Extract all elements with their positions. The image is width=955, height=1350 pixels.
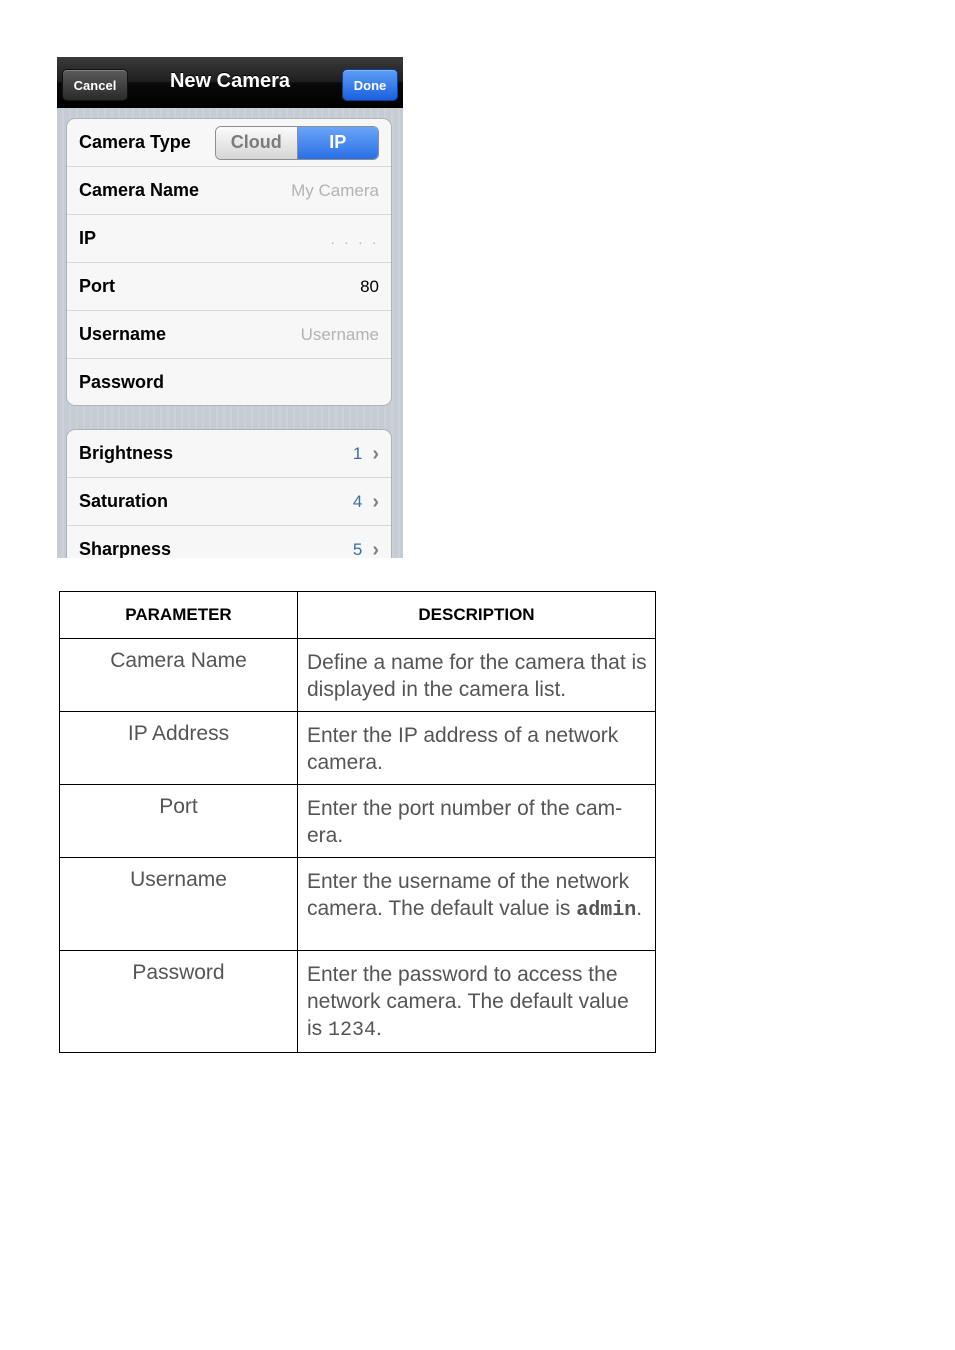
chevron-right-icon: › [372, 442, 379, 465]
camera-name-row[interactable] [67, 167, 391, 215]
parameter-cell: IP Address [60, 712, 298, 785]
brightness-row[interactable] [67, 430, 391, 478]
camera-type-label: Camera Type [79, 132, 191, 152]
table-row [60, 712, 656, 785]
done-button[interactable]: Done [342, 69, 398, 101]
camera-type-ip-option[interactable]: IP [298, 127, 379, 159]
image-settings-group [66, 429, 392, 558]
description-cell: Enter the IP address of a network camera. [298, 712, 656, 785]
cancel-button[interactable]: Cancel [62, 69, 128, 101]
table-row [60, 785, 656, 858]
description-text: Enter the password to access the network camera. The default value is [307, 963, 629, 1040]
sharpness-value: 5 [352, 539, 363, 558]
default-value-code: 1234 [328, 1019, 377, 1042]
camera-name-label: Camera Name [79, 180, 200, 200]
default-value-code: admin [576, 899, 637, 922]
camera-name-input[interactable]: My Camera [291, 180, 379, 200]
description-text: Enter the username of the network camera. The default value is [307, 870, 630, 920]
camera-settings-group [66, 118, 392, 406]
camera-type-row [67, 119, 391, 167]
parameter-cell: Camera Name [60, 639, 298, 712]
table-row [60, 951, 656, 1053]
description-cell: Enter the port number of the cam-era. [298, 785, 656, 858]
password-row[interactable] [67, 359, 391, 406]
saturation-value: 4 [352, 491, 363, 511]
new-camera-screen [57, 57, 403, 558]
table-row [60, 639, 656, 712]
username-input[interactable]: Username [300, 324, 379, 344]
navigation-bar [57, 57, 403, 108]
ip-input[interactable]: . . . . [330, 230, 379, 247]
parameter-cell: Password [60, 951, 298, 1053]
table-row [60, 858, 656, 951]
parameter-column-header: PARAMETER [60, 592, 298, 639]
ip-label: IP [79, 228, 97, 248]
sharpness-row[interactable] [67, 526, 391, 558]
description-cell: Define a name for the camera that is displayed in the camera list. [298, 639, 656, 712]
port-label: Port [79, 276, 115, 296]
brightness-value: 1 [352, 443, 363, 463]
port-row[interactable] [67, 263, 391, 311]
table-header-row [60, 592, 656, 639]
description-cell [298, 951, 656, 1053]
ip-row[interactable] [67, 215, 391, 263]
port-input[interactable]: 80 [360, 276, 379, 296]
chevron-right-icon: › [372, 490, 379, 513]
description-cell [298, 858, 656, 951]
password-label: Password [79, 372, 165, 392]
sharpness-label: Sharpness [79, 539, 172, 558]
screen-title: New Camera [169, 70, 291, 92]
username-row[interactable] [67, 311, 391, 359]
parameter-cell: Port [60, 785, 298, 858]
camera-type-cloud-option[interactable]: Cloud [216, 127, 298, 159]
description-suffix: . [376, 1017, 382, 1040]
parameter-table [59, 591, 656, 1053]
saturation-row[interactable] [67, 478, 391, 526]
description-column-header: DESCRIPTION [298, 592, 656, 639]
saturation-label: Saturation [79, 491, 169, 511]
camera-type-segmented-control [215, 126, 379, 160]
parameter-cell: Username [60, 858, 298, 951]
brightness-label: Brightness [79, 443, 174, 463]
chevron-right-icon: › [372, 538, 379, 558]
description-suffix: . [636, 897, 643, 920]
username-label: Username [79, 324, 167, 344]
